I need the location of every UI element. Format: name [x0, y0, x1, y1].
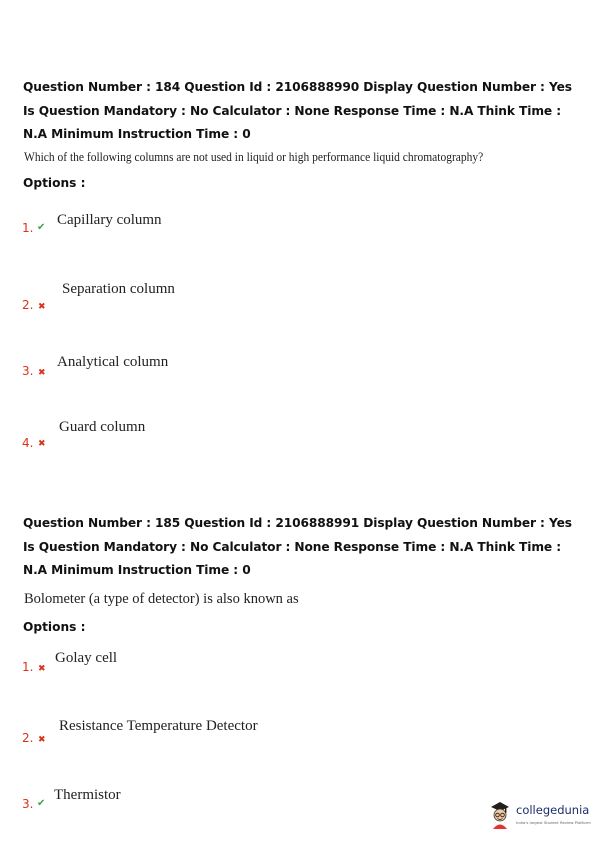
option-number: 1.: [22, 660, 34, 674]
option-text: Analytical column: [57, 354, 169, 370]
student-avatar-icon: [488, 798, 512, 830]
options-label: Options :: [23, 620, 86, 634]
checkmark-icon: ✔: [37, 798, 46, 809]
cross-icon: ✖: [38, 301, 46, 311]
logo-name: collegedunia: [516, 803, 590, 817]
option-number: 2.: [22, 731, 34, 745]
question-text: Bolometer (a type of detector) is also known as: [24, 591, 299, 607]
option-number: 3.: [22, 797, 34, 811]
option-number: 3.: [22, 364, 34, 378]
question-text: Which of the following columns are not used in liquid or high performance liquid chromatography?: [24, 150, 484, 164]
option-number: 2.: [22, 298, 34, 312]
options-label: Options :: [23, 176, 86, 190]
checkmark-icon: ✔: [37, 222, 46, 233]
option-text: Separation column: [62, 281, 175, 297]
cross-icon: ✖: [38, 438, 46, 448]
cross-icon: ✖: [38, 734, 46, 744]
question-header: Question Number : 185 Question Id : 2106888991 Display Question Number : Yes Is Question Mandatory : No Calculator : None Response Time : N.A Think Time : N.A Minimum Instruction Time : 0: [23, 516, 572, 577]
option-text: Capillary column: [57, 212, 162, 228]
option-number: 1.: [22, 221, 34, 235]
option-number: 4.: [22, 436, 34, 450]
cross-icon: ✖: [38, 367, 46, 377]
option-text: Resistance Temperature Detector: [59, 718, 258, 734]
option-text: Guard column: [59, 419, 146, 435]
question-header: Question Number : 184 Question Id : 2106888990 Display Question Number : Yes Is Question Mandatory : No Calculator : None Response Time : N.A Think Time : N.A Minimum Instruction Time : 0: [23, 80, 572, 141]
option-text: Golay cell: [55, 650, 118, 666]
collegedunia-logo: [488, 798, 591, 834]
cross-icon: ✖: [38, 663, 46, 673]
logo-tagline: India's largest Student Review Platform: [516, 820, 591, 825]
option-text: Thermistor: [54, 787, 121, 803]
